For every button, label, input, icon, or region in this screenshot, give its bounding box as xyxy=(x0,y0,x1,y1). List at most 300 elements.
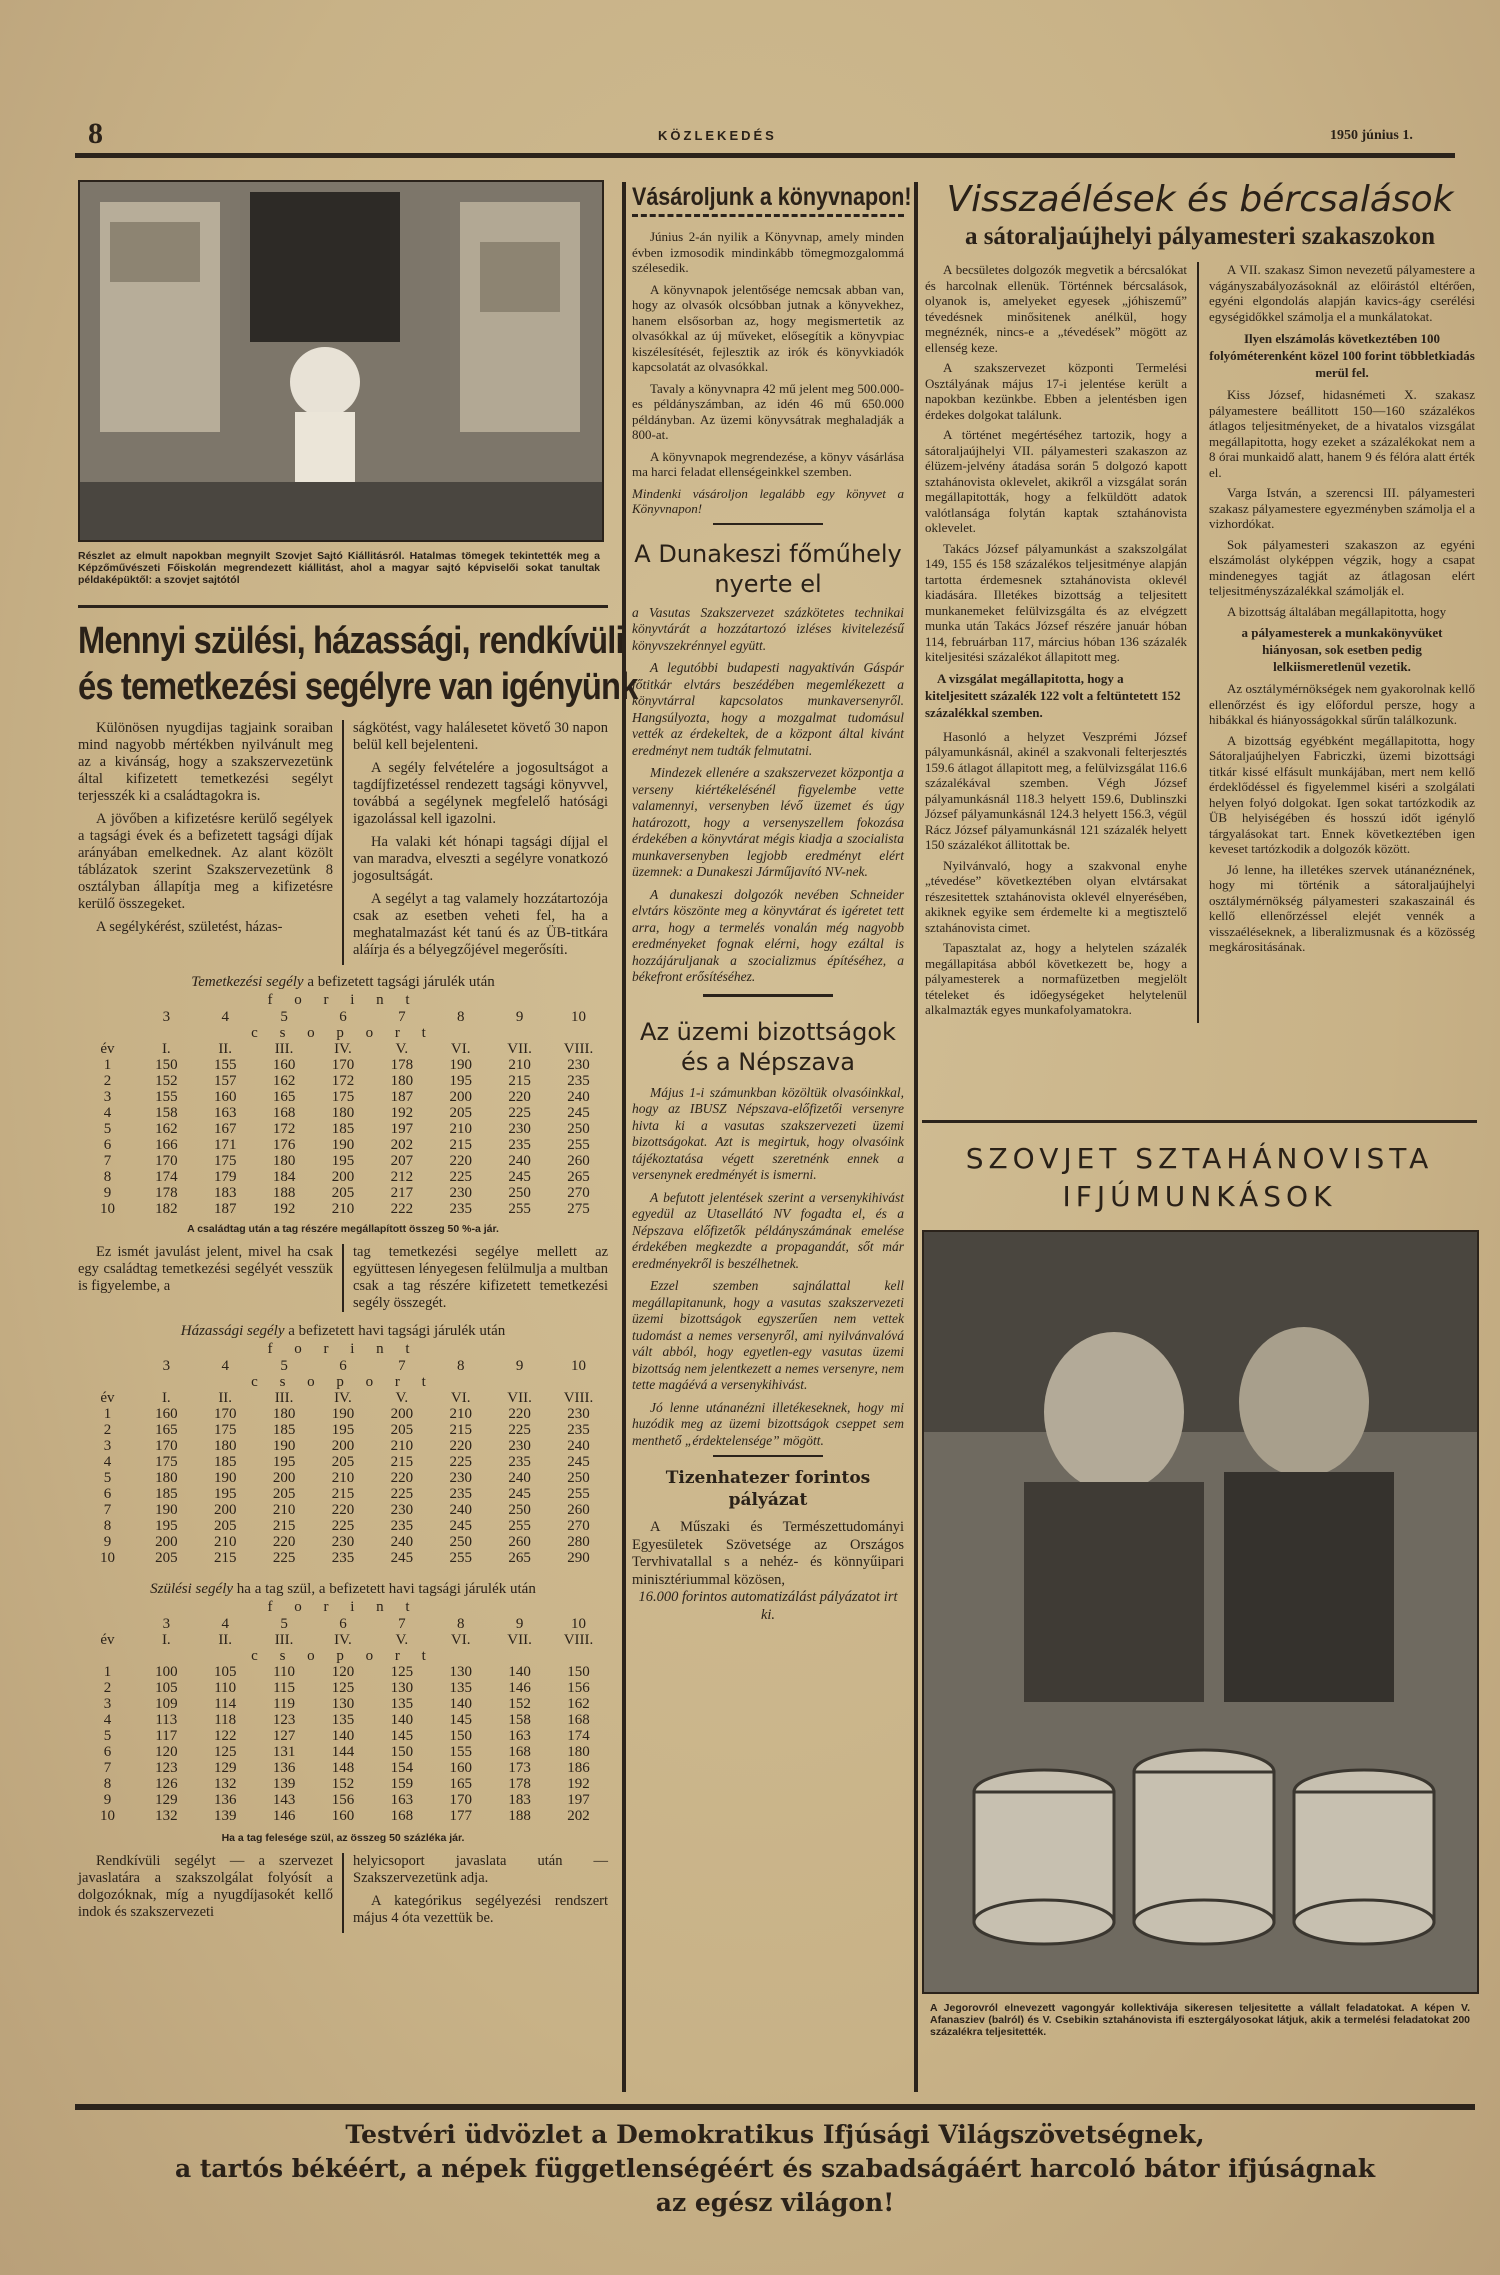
table-cell: 210 xyxy=(390,1438,414,1454)
table-row xyxy=(78,1201,608,1217)
table-unit-label: f o r i n t xyxy=(267,1599,419,1615)
table-cell: 154 xyxy=(390,1760,414,1776)
table-cell: 110 xyxy=(214,1680,237,1696)
paragraph: A dunakeszi dolgozók nevében Schneider elvtárs köszönte meg a könyvtárat és igéretet tett arra, hogy a termelés vonalán még nagyobb eredményeket fognak elérni, hogy ezáltal is hozzájáruljanak a szocializmus építéséhez, a békefront erősítéséhez. xyxy=(632,886,904,984)
table-cell: 183 xyxy=(508,1792,531,1808)
table-cell: 160 xyxy=(213,1089,237,1105)
title-line-1: SZOVJET SZTAHÁNOVISTA xyxy=(965,1142,1434,1175)
table-cell: 182 xyxy=(155,1201,178,1217)
bold-highlight: a pályamesterek a munkakönyvüket hiányosan, sok esetben pedig lelkiismeretlenül vezetik. xyxy=(1241,625,1443,674)
soviet-workers-photo-image xyxy=(924,1232,1477,1992)
table-row xyxy=(78,1185,608,1201)
table-cell: 167 xyxy=(213,1121,237,1137)
table-cell: 9 xyxy=(103,1534,112,1550)
table-cell: 190 xyxy=(449,1057,472,1073)
table-cell: 210 xyxy=(272,1502,296,1518)
table-cell: 139 xyxy=(213,1808,237,1824)
table-cell: 160 xyxy=(272,1057,296,1073)
table-row xyxy=(78,1438,608,1454)
table-cell: VII. xyxy=(507,1632,532,1648)
table-cell: 260 xyxy=(508,1534,531,1550)
table-cell: 8 xyxy=(456,1616,465,1632)
table-cell: 170 xyxy=(331,1057,355,1073)
table-cell: 146 xyxy=(508,1680,531,1696)
table-cell: 7 xyxy=(103,1153,112,1169)
header-rule xyxy=(75,153,1455,158)
table-cell: 152 xyxy=(508,1696,531,1712)
table-title-italic: Temetkezési segély xyxy=(191,974,304,990)
table-cell: 265 xyxy=(567,1169,590,1185)
table-cell: 205 xyxy=(155,1550,178,1566)
table-cell: VI. xyxy=(450,1041,471,1057)
table-cell: 130 xyxy=(390,1680,414,1696)
paragraph: A segélykérést, születést, házas- xyxy=(96,919,283,935)
right-col-b xyxy=(1209,262,1475,1023)
table-cell: 175 xyxy=(331,1089,355,1105)
table-cell: 4 xyxy=(221,1616,229,1632)
paragraph: A könyvnapok jelentősége nemcsak abban van, hogy az olvasók olcsóbban jutnak a könyvekhez, hanem elsősorban az, hogy megismertetik az olvasókkal az új műveket, elősegítik a könyvpiac kiszélesítését, fejlesztik az irók és könyvkiadók kapcsolatát az olvasókkal. xyxy=(632,281,904,374)
table-cell: 205 xyxy=(331,1185,355,1201)
paragraph: Tapasztalat az, hogy a helytelen százalék megállapitása abból következett be, hogy a pályamesterek a normafüzetben megjelölt tételeket és időegységeket helytelenül alkalmazták egyes munkafolyamatokra. xyxy=(925,940,1187,1017)
table-cell: 7 xyxy=(103,1502,112,1518)
table-cell: 5 xyxy=(280,1358,288,1374)
group-header-row xyxy=(78,1632,608,1648)
table-cell: 160 xyxy=(449,1760,472,1776)
table-cell: 130 xyxy=(331,1696,355,1712)
table-cell: 255 xyxy=(567,1137,590,1153)
paragraph: Varga István, a szerencsi III. pályamesteri szakasz pályamestere egyezményben számolja el a vizhordókat. xyxy=(1209,485,1475,531)
table-cell: 125 xyxy=(213,1744,237,1760)
table-cell: 100 xyxy=(155,1664,178,1680)
table-cell: V. xyxy=(395,1041,409,1057)
table-cell: 235 xyxy=(508,1137,531,1153)
table-cell: 168 xyxy=(567,1712,590,1728)
paragraph: A befutott jelentések szerint a versenykihivást egyedül az Utasellátó NV fogadta el, és a Népszava előfizetők példányszámának emelése érdekében megkezdte a propagandát, sőt már eredményekről is beszélhetnek. xyxy=(632,1189,904,1271)
table-cell: 10 xyxy=(571,1358,586,1374)
table-cell: 125 xyxy=(390,1664,414,1680)
table-cell: 200 xyxy=(331,1169,355,1185)
table-cell: 195 xyxy=(213,1486,237,1502)
middle-column xyxy=(632,182,912,1630)
table-cell: 123 xyxy=(155,1760,178,1776)
table-group-label: c s o p o r t xyxy=(251,1374,435,1390)
table-cell: 9 xyxy=(515,1009,524,1025)
table-unit-label: f o r i n t xyxy=(267,1341,419,1357)
paragraph: A segély felvételére a jogosultságot a tagdíjfizetéssel rendezett tagsági könyvvel, továbbá a segélynek megfelelő hatósági igazolással kell igazolni. xyxy=(353,760,608,827)
paragraph: Sok pályamesteri szakaszon az egyéni elszámolást olyképpen végzik, hogy a csapat mindenegyes tagját az átlagosan elért teljesitményszázalékkal számolják el. xyxy=(1209,536,1475,598)
table-cell: év xyxy=(100,1041,115,1057)
table-row xyxy=(78,1550,608,1566)
table-cell: 10 xyxy=(99,1550,115,1566)
table-cell: 215 xyxy=(331,1486,355,1502)
title-line-1: Tizenhatezer forintos xyxy=(665,1468,871,1488)
table-row xyxy=(78,1664,608,1680)
table-cell: 120 xyxy=(155,1744,178,1760)
table-cell: 200 xyxy=(390,1406,414,1422)
table-cell: III. xyxy=(274,1041,294,1057)
bold-highlight: Ilyen elszámolás következtében 100 folyóméterenként közel 100 forint többletkiadás merül fel. xyxy=(1209,331,1475,380)
table-cell: 230 xyxy=(567,1057,590,1073)
table-cell: 4 xyxy=(103,1712,112,1728)
table-cell: 235 xyxy=(449,1201,472,1217)
table-row xyxy=(78,1792,608,1808)
paragraph: Ezzel szemben sajnálattal kell megállapitanunk, hogy a vasutas szakszervezeti üzemi bizottságok egyszerűen nem vettek tudomást a nemes versenyről, ami nyilvánvalóvá vált abból, hogy egyetlen-egy vasutas üzemi bizottság nem jelentkezett a nemes versenyre, nem tette magáévá a versenykihivást. xyxy=(632,1278,904,1392)
table-cell: 185 xyxy=(272,1422,296,1438)
table-cell: év xyxy=(100,1390,115,1406)
table-cell: 190 xyxy=(213,1470,237,1486)
table-cell: VII. xyxy=(507,1041,532,1057)
table-group-label: c s o p o r t xyxy=(251,1648,435,1664)
table-cell: 280 xyxy=(567,1534,590,1550)
table-row xyxy=(78,1502,608,1518)
table-cell: 217 xyxy=(390,1185,414,1201)
paragraph: A történet megértéséhez tartozik, hogy a sátoraljaújhelyi VII. pályamesteri szakaszon az élüzem-jelvény átadása során 5 dolgozó kapott sztahánovista oklevelet, akikről a vizsgálat során megállapitották, hogy a felküldött adatok valótlansága folytán kaptak sztahánovista oklevelet. xyxy=(925,427,1187,535)
table-cell: 250 xyxy=(567,1470,590,1486)
table-row xyxy=(78,1760,608,1776)
table-cell: 150 xyxy=(390,1744,414,1760)
table-cell: 188 xyxy=(272,1185,296,1201)
table-cell: 109 xyxy=(155,1696,178,1712)
ornament-rule xyxy=(632,214,904,223)
table-cell: 168 xyxy=(390,1808,414,1824)
table-group-label: c s o p o r t xyxy=(251,1025,435,1041)
table-cell: 192 xyxy=(390,1105,414,1121)
table-cell: 7 xyxy=(398,1616,406,1632)
table-cell: 220 xyxy=(331,1502,355,1518)
table-cell: 215 xyxy=(508,1073,531,1089)
table-cell: 6 xyxy=(103,1486,112,1502)
table-cell: 200 xyxy=(213,1502,237,1518)
table-cell: 270 xyxy=(567,1518,590,1534)
table-cell: 6 xyxy=(339,1358,347,1374)
table-cell: 230 xyxy=(449,1185,472,1201)
table-cell: 240 xyxy=(508,1470,531,1486)
table-cell: 207 xyxy=(390,1153,414,1169)
table-cell: 230 xyxy=(508,1121,531,1137)
table-row xyxy=(78,1422,608,1438)
table-cell: 166 xyxy=(155,1137,178,1153)
table-cell: 132 xyxy=(213,1776,237,1792)
table-cell: IV. xyxy=(334,1632,352,1648)
table-cell: II. xyxy=(218,1041,233,1057)
table-cell: 140 xyxy=(390,1712,414,1728)
table-cell: 165 xyxy=(155,1422,178,1438)
table-cell: 255 xyxy=(567,1486,590,1502)
table-cell: 144 xyxy=(331,1744,355,1760)
column-divider xyxy=(1197,262,1199,1023)
table-cell: 260 xyxy=(567,1502,590,1518)
table-cell: 110 xyxy=(273,1664,296,1680)
table-cell: 4 xyxy=(103,1105,112,1121)
table-cell xyxy=(78,1616,137,1632)
table-cell: 250 xyxy=(449,1534,472,1550)
table-cell: 173 xyxy=(508,1760,531,1776)
table-cell: 146 xyxy=(272,1808,296,1824)
table-cell: 6 xyxy=(103,1137,112,1153)
table-row xyxy=(78,1534,608,1550)
table-cell: 2 xyxy=(103,1422,112,1438)
table-cell: IV. xyxy=(334,1041,352,1057)
paragraph: A jövőben a kifizetésre kerülő segélyek a tagsági évek és a befizetett tagsági díjak arányában emelkednek. Az alant közölt táblázatok szerint Szakszervezetünk 8 osztályban állapítja meg a kifizetésre kerülő összegeket. xyxy=(78,811,333,912)
table-cell: II. xyxy=(218,1632,233,1648)
table-cell: 7 xyxy=(398,1358,406,1374)
table-title-rest: a befizetett tagsági járulék után xyxy=(307,974,495,990)
table-cell: 123 xyxy=(272,1712,296,1728)
table-cell: 245 xyxy=(390,1550,414,1566)
table-cell: 159 xyxy=(390,1776,414,1792)
paragraph: A könyvnapok megrendezése, a könyv vásárlása ma harci feladat ellenségeinkkel szemben. xyxy=(632,448,904,479)
table-title xyxy=(78,1580,608,1598)
table-cell: 178 xyxy=(155,1185,178,1201)
table-cell: 163 xyxy=(213,1105,237,1121)
table-cell: 187 xyxy=(213,1201,237,1217)
table-cell: 180 xyxy=(331,1105,355,1121)
table-cell: 174 xyxy=(567,1728,590,1744)
table-cell: 245 xyxy=(508,1169,531,1185)
table-row xyxy=(78,1137,608,1153)
table-cell: 235 xyxy=(508,1454,531,1470)
paragraph: Kiss József, hidasnémeti X. szakasz pályamestere beállitott 150—160 százalékos átlagos teljesitményeket, de a hivatalos vizsgálat megállapitotta, hogy ezeket a százalékokat nem a 8 órai munkaidő alatt, hanem 9 és félóra alatt érték el. xyxy=(1209,387,1475,480)
table-cell: 220 xyxy=(508,1406,531,1422)
table-title-rest: a befizetett havi tagsági járulék után xyxy=(288,1323,506,1339)
article-headline xyxy=(78,618,638,710)
table-row xyxy=(78,1680,608,1696)
table-cell: 210 xyxy=(449,1121,472,1137)
paragraph: A segélyt a tag valamely hozzátartozója csak az esetben veheti fel, ha a meghatalmazást két tanú és az ÜB-titkára aláírja és a bélyegzőjével megerősíti. xyxy=(353,891,608,958)
table-cell: 197 xyxy=(390,1121,414,1137)
exhibition-photo-caption: Részlet az elmult napokban megnyilt Szovjet Sajtó Kiállitásról. Hatalmas tömegek tekintették meg a Képzőművészeti Főiskolán megrendezett kiállitást, ahol a magyar sajtó képviselői sokat tanultak példaképüktől: a szovjet sajtótól xyxy=(78,550,600,586)
table-cell: 126 xyxy=(155,1776,178,1792)
table-cell: 155 xyxy=(213,1057,237,1073)
table-cell: 5 xyxy=(280,1009,288,1025)
table-cell: 125 xyxy=(331,1680,355,1696)
table-cell: 6 xyxy=(339,1616,347,1632)
right-article-title: Visszaélések és bércsalások xyxy=(946,179,1454,220)
table-cell: 215 xyxy=(390,1454,414,1470)
table-cell: 118 xyxy=(214,1712,237,1728)
table-cell: 7 xyxy=(398,1009,406,1025)
table-cell: 1 xyxy=(103,1664,112,1680)
table-cell: 10 xyxy=(571,1009,586,1025)
table-cell: 250 xyxy=(508,1185,531,1201)
table-cell: 186 xyxy=(567,1760,590,1776)
table-cell: 230 xyxy=(449,1470,472,1486)
paragraph: A VII. szakasz Simon nevezetű pályamestere a vágányszabályozásoknál az előirástól eltérően, egyéni elgondolás alapján kavics-ágy cserélési egységidőkkel számolja el a munkálatokat. xyxy=(1209,262,1475,324)
table-cell: 163 xyxy=(508,1728,531,1744)
table-cell: 240 xyxy=(390,1534,414,1550)
table-cell: 255 xyxy=(449,1550,472,1566)
table-cell: 3 xyxy=(162,1358,171,1374)
konyvnap-body xyxy=(632,229,904,517)
paragraph: Jó lenne utánanézni illetékeseknek, hogy mi huzódik meg az üzemi bizottságok cseppet sem menthető „érdektelensége” mögött. xyxy=(632,1399,904,1448)
table-cell: 7 xyxy=(103,1760,112,1776)
banner-rule xyxy=(75,2104,1475,2110)
issue-date: 1950 június 1. xyxy=(1330,128,1413,143)
table-cell: 174 xyxy=(155,1169,178,1185)
table-cell: 240 xyxy=(449,1502,472,1518)
table-cell: 135 xyxy=(390,1696,414,1712)
table-cell: II. xyxy=(218,1390,233,1406)
forint-header-row xyxy=(78,1358,608,1374)
table-cell: VII. xyxy=(507,1390,532,1406)
table-cell: 3 xyxy=(162,1616,171,1632)
table-cell: 162 xyxy=(272,1073,296,1089)
table-cell: 176 xyxy=(272,1137,296,1153)
table-cell: 155 xyxy=(449,1744,472,1760)
table-cell: 115 xyxy=(273,1680,296,1696)
table-cell: 240 xyxy=(567,1438,590,1454)
dunakeszi-body xyxy=(632,605,904,986)
table-row xyxy=(78,1744,608,1760)
table-cell: 225 xyxy=(508,1422,531,1438)
table-cell: 160 xyxy=(331,1808,355,1824)
table-cell: 9 xyxy=(103,1792,112,1808)
table-row xyxy=(78,1728,608,1744)
table-cell: 4 xyxy=(221,1358,229,1374)
dunakeszi-title xyxy=(632,539,904,599)
table-cell: 235 xyxy=(390,1518,414,1534)
table-cell: 165 xyxy=(272,1089,296,1105)
table-cell: I. xyxy=(161,1041,171,1057)
paragraph: Hasonló a helyzet Veszprémi József pályamunkásnál, akinél a szakvonali felterjesztés 159.6 átlagot állapitott meg, a felülvizsgálat 116.6 százalékával szemben. Végh József pályamunkásnál 118.3 helyett 159.6, Dublinszki József pályamunkásnál 124.3 helyett 156.3, végül Rácz József pályamunkásnál 121 százalék helyett 150 százalékot állitottak be. xyxy=(925,728,1187,852)
paragraph: 16.000 forintos automatizálást pályázatot irt ki. xyxy=(638,1589,898,1623)
table-cell: 175 xyxy=(213,1153,237,1169)
column-divider xyxy=(342,720,344,965)
table-cell: 195 xyxy=(331,1422,355,1438)
table-cell: 170 xyxy=(155,1438,178,1454)
title-line-2: és a Népszava xyxy=(681,1047,855,1076)
table-cell: 155 xyxy=(155,1089,178,1105)
table-cell: 10 xyxy=(571,1616,586,1632)
table-cell: 180 xyxy=(213,1438,237,1454)
table-cell: 205 xyxy=(449,1105,472,1121)
marriage-aid-table xyxy=(78,1322,608,1566)
table-cell: 190 xyxy=(155,1502,178,1518)
table-cell: 152 xyxy=(155,1073,178,1089)
table-cell: 136 xyxy=(272,1760,296,1776)
table-cell: 130 xyxy=(449,1664,472,1680)
bold-highlight: A vizsgálat megállapitotta, hogy a kiteljesitett százalék 122 volt a feltüntetett 152 százalékkal szemben. xyxy=(925,670,1181,720)
group-header-row xyxy=(78,1390,608,1406)
table-cell: 220 xyxy=(390,1470,414,1486)
table-cell: 179 xyxy=(213,1169,237,1185)
group-header-row xyxy=(78,1041,608,1057)
table-cell: 250 xyxy=(567,1121,590,1137)
table-cell: 255 xyxy=(508,1201,531,1217)
table-grid xyxy=(78,1616,608,1824)
table-row xyxy=(78,1454,608,1470)
table-cell: 210 xyxy=(331,1470,355,1486)
table-cell: 215 xyxy=(213,1550,237,1566)
table-cell: 270 xyxy=(567,1185,590,1201)
table-cell: 245 xyxy=(567,1105,590,1121)
table-note: Ha a tag felesége szül, az összeg 50 százléka jár. xyxy=(221,1832,465,1844)
table-note: A családtag után a tag részére megállapított összeg 50 %-a jár. xyxy=(187,1223,499,1235)
table-cell: 143 xyxy=(272,1792,296,1808)
soviet-photo-caption: A Jegorovról elnevezett vagongyár kollektivája sikeresen teljesitette a vállalt feladatokat. A képen V. Afanasziev (balról) és V. Csebikin sztahánovista ifi esztergályosokat látjuk, akik a termelési feladatokat 200 százalékra teljesitették. xyxy=(930,2002,1470,2038)
table-cell: 235 xyxy=(567,1422,590,1438)
paragraph: A bizottság egyébként megállapitotta, hogy Sátoraljaújhelyen Fabriczki, üzemi bizottsági titkár kissé elfásult munkájában, mert nem kellő érdeklődéssel és figyelemmel kiséri a szolgálati helyen folyó dolgokat. Igen sokat tartózkodik az ÜB helyiségében és hosszú időt igénylő tárgyalásokat tart. Ennek következtében igen keveset tartózkodik a dolgozók között. xyxy=(1209,732,1475,856)
table-cell: 162 xyxy=(567,1696,590,1712)
exhibition-photo-image xyxy=(80,182,602,540)
table-cell: 117 xyxy=(155,1728,178,1744)
table-cell: 10 xyxy=(99,1808,115,1824)
table-cell xyxy=(78,1009,137,1025)
table-cell: 180 xyxy=(390,1073,414,1089)
table-cell: VIII. xyxy=(563,1041,594,1057)
table-cell: I. xyxy=(161,1632,171,1648)
table-cell: 152 xyxy=(331,1776,355,1792)
headline-line-1: Mennyi szülési, házassági, rendkívüli xyxy=(78,620,624,662)
table-title-rest: ha a tag szül, a befizetett havi tagsági járulék után xyxy=(236,1581,536,1597)
table-cell: 225 xyxy=(331,1518,355,1534)
table-cell: 188 xyxy=(508,1808,531,1824)
table-cell: IV. xyxy=(334,1390,352,1406)
paragraph: A szakszervezet központi Termelési Osztályának május 17-i jelentése került a napokban kezünkbe. Ebben a jelentésben igen érdekes dolgokat találunk. xyxy=(925,360,1187,422)
table-cell: 220 xyxy=(272,1534,296,1550)
table-cell: 187 xyxy=(390,1089,414,1105)
table-cell: 9 xyxy=(515,1616,524,1632)
table-cell: 150 xyxy=(155,1057,178,1073)
nepszava-body xyxy=(632,1085,904,1450)
table-cell: 180 xyxy=(272,1153,296,1169)
table-cell: 215 xyxy=(449,1137,472,1153)
table-cell: 2 xyxy=(103,1073,112,1089)
table-cell: VIII. xyxy=(563,1390,594,1406)
table-cell: 4 xyxy=(103,1454,112,1470)
table-cell: 150 xyxy=(449,1728,472,1744)
table-cell: 192 xyxy=(272,1201,296,1217)
table-cell: 2 xyxy=(103,1680,112,1696)
table-cell: 260 xyxy=(567,1153,590,1169)
table-cell: 190 xyxy=(331,1406,355,1422)
article-col-a xyxy=(78,720,333,965)
table-cell: 105 xyxy=(155,1680,178,1696)
table-cell: 275 xyxy=(567,1201,590,1217)
paragraph: helyicsoport javaslata után — Szakszervezetünk adja. xyxy=(353,1853,608,1886)
paragraph: Május 1-i számunkban közöltük olvasóinkkal, hogy az IBUSZ Népszava-előfizetői versenyre hivta ki a vasutas szakszervezeti üzemi bizottságokat. Azt is megirtuk, hogy olvasóink tájékoztatása végett szeretnénk ennek a versenynek eredményét is ismerni. xyxy=(632,1084,904,1182)
table-cell: 235 xyxy=(567,1073,590,1089)
table-cell: V. xyxy=(395,1390,409,1406)
table-cell: 230 xyxy=(331,1534,355,1550)
column-divider xyxy=(342,1244,344,1312)
table-cell: 4 xyxy=(221,1009,229,1025)
table-cell: 235 xyxy=(449,1486,472,1502)
solidarity-banner xyxy=(75,2118,1475,2220)
title-line-1: A Dunakeszi főműhely xyxy=(634,539,902,568)
article-middle xyxy=(78,1244,608,1312)
table-cell: 140 xyxy=(331,1728,355,1744)
table-cell: 175 xyxy=(213,1422,237,1438)
table-title xyxy=(78,973,608,991)
table-row xyxy=(78,1089,608,1105)
table-cell: 158 xyxy=(155,1105,178,1121)
headline-line-2: és temetkezési segélyre van igényünk xyxy=(78,666,638,708)
paragraph: A legutóbbi budapesti nagyaktiván Gáspár főtitkár elvtárs beszédében megemlékezett a könyvtárral kapcsolatos munkaversenyről. Hangsúlyozta, hogy a mozgalmat tudomásul vették az érdekeltek, de a központ által kivánt eredményt nem tudták felmutatni. xyxy=(632,660,904,758)
table-row xyxy=(78,1518,608,1534)
forint-header-row xyxy=(78,1009,608,1025)
table-cell: 178 xyxy=(390,1057,414,1073)
masthead: KÖZLEKEDÉS xyxy=(658,128,777,143)
table-cell: 170 xyxy=(213,1406,237,1422)
end-col-a: Rendkívüli segélyt — a szervezet javaslatára a szakszolgálat folyósít a dolgozóknak, míg a nyugdíjasokét kellő indok és szakszervezeti xyxy=(78,1853,333,1920)
table-cell: 225 xyxy=(449,1454,472,1470)
table-cell: 135 xyxy=(449,1680,472,1696)
table-cell: 235 xyxy=(331,1550,355,1566)
article-col-b xyxy=(353,720,608,965)
page-number: 8 xyxy=(88,117,103,150)
table-cell: VI. xyxy=(450,1632,471,1648)
